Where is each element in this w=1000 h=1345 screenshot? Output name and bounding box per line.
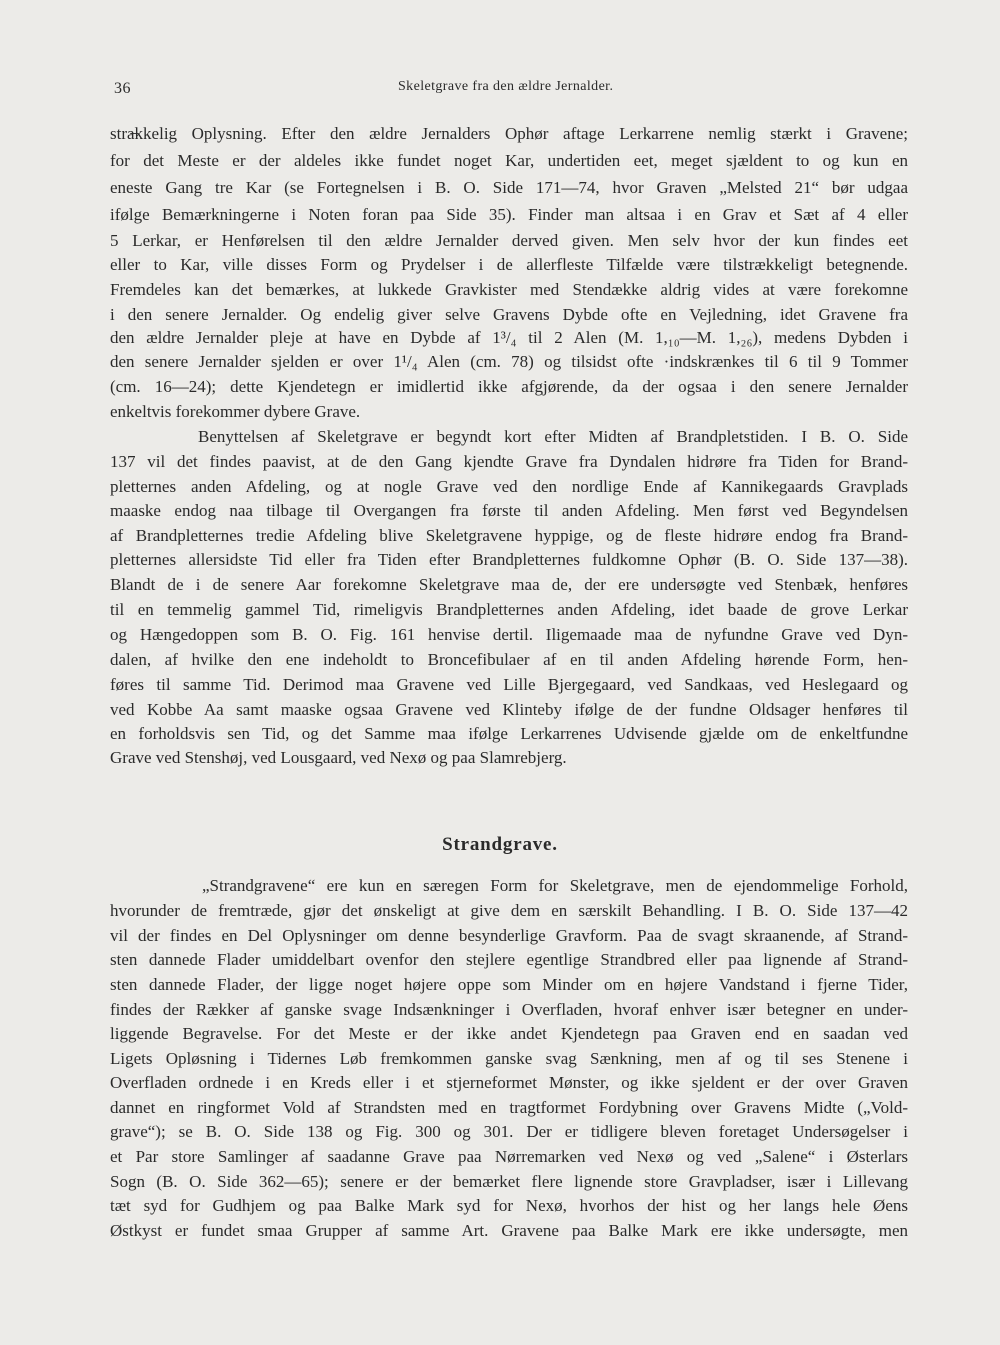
section-heading: Strandgrave. bbox=[442, 834, 558, 855]
text-line: Fremdeles kan det bemærkes, at lukkede Gravkister med Stendække aldrig vides at være forekomne bbox=[110, 280, 908, 299]
text-line: et Par store Samlinger af saadanne Grave paa Nørremarken ved Nexø og ved „Salene“ i Østerlars bbox=[110, 1147, 908, 1166]
text-line: eneste Gang tre Kar (se Fortegnelsen i B. O. Side 171—74, hvor Graven „Melsted 21“ bør udgaa bbox=[110, 178, 908, 197]
text-line: 5 Lerkar, er Henførelsen til den ældre Jernalder derved given. Men selv hvor der kun findes eet bbox=[110, 231, 908, 250]
text-line: tæt syd for Gudhjem og paa Balke Mark syd for Nexø, hvorhos der hist og her langs hele Øens bbox=[110, 1196, 908, 1215]
text-line: dalen, af hvilke den ene indeholdt to Broncefibulaer af en til anden Afdeling hørende Form, hen- bbox=[110, 650, 908, 669]
text-line: Ligets Opløsning i Tidernes Løb fremkommen ganske svag Sænkning, men af og til ses Stenene i bbox=[110, 1049, 908, 1068]
text-line: den senere Jernalder sjelden er over 1¹/₄ Alen (cm. 78) og tilsidst ofte ·indskrænkes til 6 til 9 Tommer bbox=[110, 352, 908, 371]
text-line: (cm. 16—24); dette Kjendetegn er imidlertid ikke afgjørende, da der ogsaa i den senere Jernalder bbox=[110, 377, 908, 396]
text-line: Grave ved Stenshøj, ved Lousgaard, ved Nexø og paa Slamrebjerg. bbox=[110, 748, 567, 767]
text-line: af Brandpletternes tredie Afdeling blive Skeletgravene hyppige, og de fleste hidrøre endog fra Brand- bbox=[110, 526, 908, 545]
running-title: Skeletgrave fra den ældre Jernalder. bbox=[398, 79, 614, 94]
text-line: ifølge Bemærkningerne i Noten foran paa Side 35). Finder man altsaa i en Grav et Sæt af 4 eller bbox=[110, 205, 908, 224]
text-line: eller to Kar, ville disses Form og Prydelser i de allerfleste Tilfælde være tilstrækkeligt betegnende. bbox=[110, 255, 908, 274]
text-line: dannet en ringformet Vold af Strandsten med en tragtformet Fordybning over Gravens Midte („Vold- bbox=[110, 1098, 908, 1117]
text-line: Benyttelsen af Skeletgrave er begyndt kort efter Midten af Brandpletstiden. I B. O. Side bbox=[198, 427, 908, 446]
text-line: pletternes anden Afdeling, og at nogle Grave ved den nordlige Ende af Kannikegaards Gravplads bbox=[110, 477, 908, 496]
text-line: i den senere Jernalder. Og endelig giver selve Gravens Dybde ofte en Vejledning, idet Gravene fra bbox=[110, 305, 908, 324]
text-line: hvorunder de fremtræde, gjør det ønskeligt at give dem en særskilt Behandling. I B. O. Side 137—42 bbox=[110, 901, 908, 920]
text-line: „Strandgravene“ ere kun en særegen Form for Skeletgrave, men de ejendommelige Forhold, bbox=[202, 876, 908, 895]
text-line: for det Meste er der aldeles ikke fundet noget Kar, undertiden eet, meget sjældent to og kun en bbox=[110, 151, 908, 170]
text-line: maaske endog naa tilbage til Overgangen fra første til anden Afdeling. Men først ved Begyndelsen bbox=[110, 501, 908, 520]
text-line: en forholdsvis sen Tid, og det Samme maa ifølge Lerkarrenes Udvisende gjælde om de enkeltfundne bbox=[110, 724, 908, 743]
text-line: Overfladen ordnede i en Kreds eller i et stjerneformet Mønster, og ikke sjeldent er der over Graven bbox=[110, 1073, 908, 1092]
page-number: 36 bbox=[114, 80, 131, 97]
text-line: 137 vil det findes paavist, at de den Gang kjendte Grave fra Dyndalen hidrøre fra Tiden for Brand- bbox=[110, 452, 908, 471]
text-line: vil der findes en Del Oplysninger om denne besynderlige Gravform. Paa de svagt skraanende, af Strand- bbox=[110, 926, 908, 945]
text-line: og Hængedoppen som B. O. Fig. 161 henvise dertil. Iligemaade maa de nyfundne Grave ved Dyn- bbox=[110, 625, 908, 644]
text-line: den ældre Jernalder pleje at have en Dybde af 1³/₄ til 2 Alen (M. 1,₁₀—M. 1,₂₆), medens Dybden i bbox=[110, 328, 908, 347]
text-line: sten dannede Flader, der ligge noget højere oppe som Minder om en højere Vandstand i fjerne Tider, bbox=[110, 975, 908, 994]
text-line: ved Kobbe Aa samt maaske ogsaa Gravene ved Klinteby ifølge de der fundne Oldsager henføres til bbox=[110, 700, 908, 719]
text-line: Sogn (B. O. Side 362—65); senere er der bemærket flere lignende store Gravpladser, især i Lillevang bbox=[110, 1172, 908, 1191]
text-line: til en temmelig gammel Tid, rimeligvis Brandpletternes anden Afdeling, idet baade de grove Lerkar bbox=[110, 600, 908, 619]
text-line: findes der Rækker af ganske svage Indsænkninger i Overfladen, hvoraf enhver især betegner en under- bbox=[110, 1000, 908, 1019]
text-line: liggende Begravelse. For det Meste er der ikke andet Kjendetegn paa Graven end en saadan ved bbox=[110, 1024, 908, 1043]
text-line: enkeltvis forekommer dybere Grave. bbox=[110, 402, 361, 421]
text-line: Østkyst er fundet smaa Grupper af samme Art. Gravene paa Balke Mark ere ikke undersøgte, men bbox=[110, 1221, 908, 1240]
text-line: grave“); se B. O. Side 138 og Fig. 300 og 301. Der er tidligere bleven foretaget Undersøgelser i bbox=[110, 1122, 908, 1141]
text-line: Blandt de i de senere Aar forekomne Skeletgrave maa de, der ere undersøgte ved Stenbæk, henføres bbox=[110, 575, 908, 594]
text-line: stra̶kkelig Oplysning. Efter den ældre Jernalders Ophør aftage Lerkarrene nemlig stærkt i Gravene; bbox=[110, 124, 908, 143]
text-line: sten dannede Flader umiddelbart ovenfor den stejlere egentlige Strandbred eller paa lignende af Strand- bbox=[110, 950, 908, 969]
text-line: føres til samme Tid. Derimod maa Gravene ved Lille Bjergegaard, ved Sandkaas, ved Heslegaard og bbox=[110, 675, 908, 694]
text-line: pletternes allersidste Tid eller fra Tiden efter Brandpletternes fuldkomne Ophør (B. O. Side 137—38). bbox=[110, 550, 908, 569]
